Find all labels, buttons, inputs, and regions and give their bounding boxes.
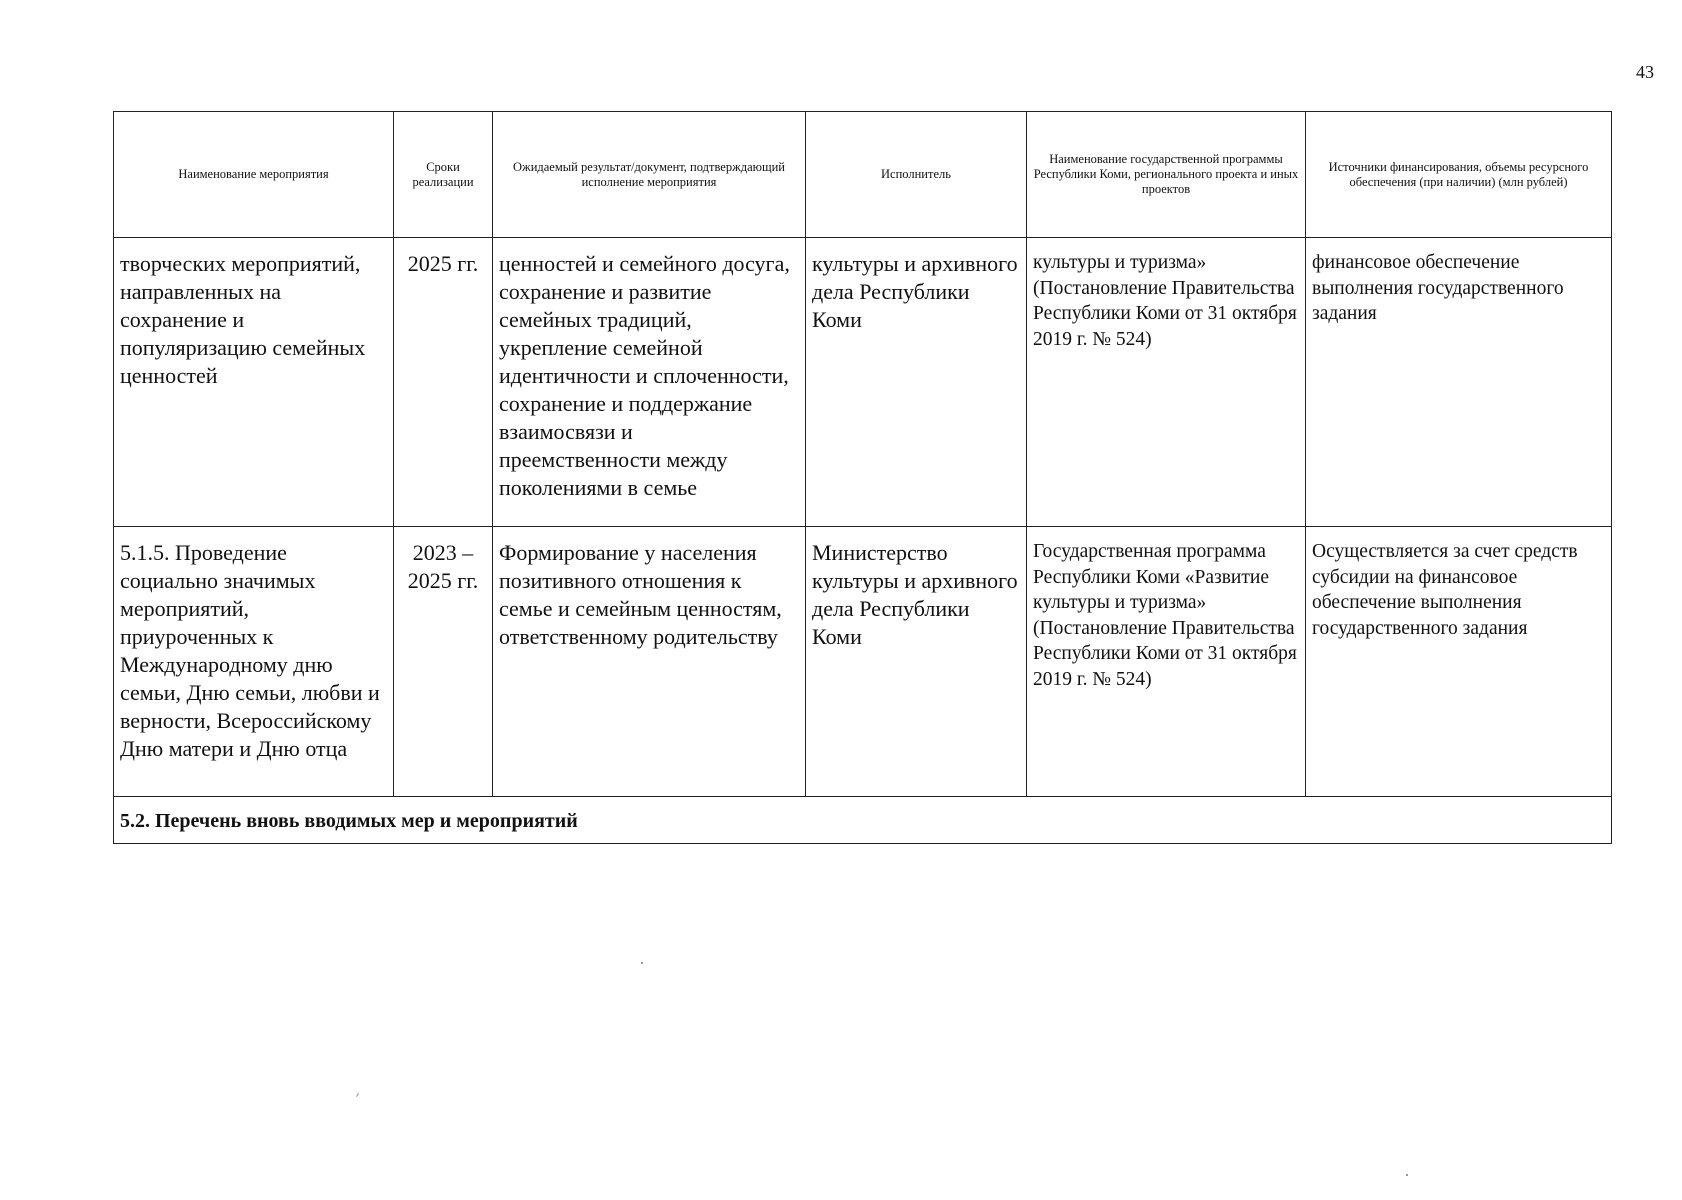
header-expected-result: Ожидаемый результат/документ, подтверждающий исполнение мероприятия — [493, 112, 806, 238]
cell-expected-result: ценностей и семейного досуга, сохранение и развитие семейных традиций, укрепление семейной идентичности и сплоченности, сохранение и поддержание взаимосвязи и преемственности между поколениями в семье — [493, 238, 806, 527]
cell-period: 2025 гг. — [394, 238, 493, 527]
cell-funding: Осуществляется за счет средств субсидии на финансовое обеспечение выполнения государственного задания — [1306, 527, 1612, 797]
cell-program: культуры и туризма» (Постановление Правительства Республики Коми от 31 октября 2019 г. № 524) — [1027, 238, 1306, 527]
cell-expected-result: Формирование у населения позитивного отношения к семье и семейным ценностям, ответственному родительству — [493, 527, 806, 797]
table-row — [114, 238, 1612, 527]
header-measure-name: Наименование мероприятия — [114, 112, 394, 238]
table-header-row — [114, 112, 1612, 238]
header-executor: Исполнитель — [806, 112, 1027, 238]
scan-speck — [641, 962, 643, 964]
scan-speck — [356, 1093, 359, 1097]
cell-measure-name: творческих мероприятий, направленных на сохранение и популяризацию семейных ценностей — [114, 238, 394, 527]
page-number: 43 — [1636, 62, 1654, 82]
cell-executor: культуры и архивного дела Республики Коми — [806, 238, 1027, 527]
cell-program: Государственная программа Республики Коми «Развитие культуры и туризма» (Постановление Правительства Республики Коми от 31 октября 2019 г. № 524) — [1027, 527, 1306, 797]
section-row — [114, 797, 1612, 844]
header-program: Наименование государственной программы Республики Коми, регионального проекта и иных проектов — [1027, 112, 1306, 238]
section-title: 5.2. Перечень вновь вводимых мер и мероприятий — [114, 797, 1612, 844]
header-period: Сроки реализации — [394, 112, 493, 238]
cell-measure-name: 5.1.5. Проведение социально значимых мероприятий, приуроченных к Международному дню семьи, Дню семьи, любви и верности, Всероссийскому Дню матери и Дню отца — [114, 527, 394, 797]
cell-period: 2023 – 2025 гг. — [394, 527, 493, 797]
header-funding: Источники финансирования, объемы ресурсного обеспечения (при наличии) (млн рублей) — [1306, 112, 1612, 238]
cell-funding: финансовое обеспечение выполнения государственного задания — [1306, 238, 1612, 527]
measures-table — [113, 111, 1612, 844]
scan-speck — [1406, 1174, 1408, 1176]
table-row — [114, 527, 1612, 797]
cell-executor: Министерство культуры и архивного дела Республики Коми — [806, 527, 1027, 797]
